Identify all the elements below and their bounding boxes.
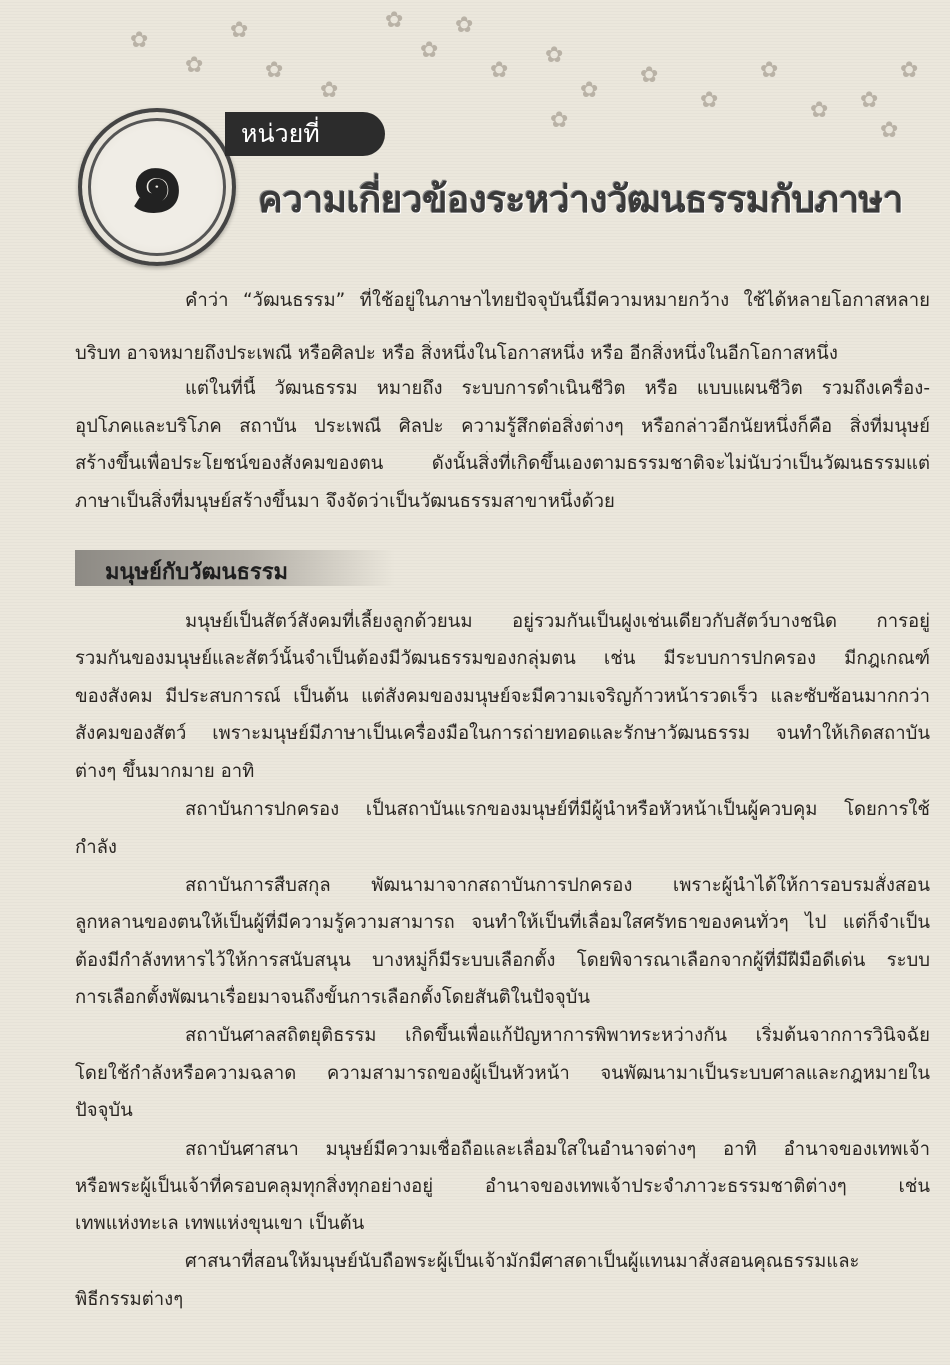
text-line: เทพแห่งทะเล เทพแห่งขุนเขา เป็นต้น — [75, 1213, 365, 1234]
text-line: ปัจจุบัน — [75, 1100, 133, 1121]
text-line: บริบท อาจหมายถึงประเพณี หรือศิลปะ หรือ สิ่งหนึ่งในโอกาสหนึ่ง หรือ อีกสิ่งหนึ่งในอีกโอกาสหนึ่ง — [75, 343, 838, 364]
text-line: แต่ในที่นี้ วัฒนธรรม หมายถึง ระบบการดำเนินชีวิต หรือ แบบแผนชีวิต รวมถึงเครื่อง- — [185, 378, 930, 399]
flower-icon: ✿ — [700, 88, 719, 113]
text-line: ภาษาเป็นสิ่งที่มนุษย์สร้างขึ้นมา จึงจัดว่าเป็นวัฒนธรรมสาขาหนึ่งด้วย — [75, 491, 615, 512]
unit-number: ๑ — [127, 126, 187, 233]
flower-icon: ✿ — [265, 58, 284, 83]
flower-icon: ✿ — [420, 38, 439, 63]
text-line: รวมกันของมนุษย์และสัตว์นั้นจำเป็นต้องมีวัฒนธรรมของกลุ่มตน เช่น มีระบบการปกครอง มีกฎเกณฑ์ — [75, 648, 930, 669]
flower-icon: ✿ — [545, 43, 564, 68]
flower-icon: ✿ — [185, 53, 204, 78]
text-line: พิธีกรรมต่างๆ — [75, 1289, 184, 1310]
flower-icon: ✿ — [490, 58, 509, 83]
unit-number-badge — [78, 108, 236, 266]
flower-icon: ✿ — [385, 8, 404, 33]
flower-icon: ✿ — [760, 58, 779, 83]
text-line: โดยใช้กำลังหรือความฉลาด ความสามารถของผู้เป็นหัวหน้า จนพัฒนามาเป็นระบบศาลและกฎหมายใน — [75, 1063, 930, 1084]
section-heading: มนุษย์กับวัฒนธรรม — [105, 560, 289, 585]
unit-label: หน่วยที่ — [225, 112, 385, 156]
section-heading-banner — [75, 550, 395, 586]
text-line: สถาบันศาสนา มนุษย์มีความเชื่อถือและเลื่อมใสในอำนาจต่างๆ อาทิ อำนาจของเทพเจ้า — [185, 1139, 930, 1160]
text-line: การเลือกตั้งพัฒนาเรื่อยมาจนถึงขั้นการเลือกตั้งโดยสันติในปัจจุบัน — [75, 987, 591, 1008]
flower-icon: ✿ — [640, 63, 659, 88]
flower-icon: ✿ — [550, 108, 569, 133]
flower-icon: ✿ — [130, 28, 149, 53]
text-line: สถาบันการปกครอง เป็นสถาบันแรกของมนุษย์ที่มีผู้นำหรือหัวหน้าเป็นผู้ควบคุม โดยการใช้ — [185, 799, 930, 820]
text-line: มนุษย์เป็นสัตว์สังคมที่เลี้ยงลูกด้วยนม อยู่รวมกันเป็นฝูงเช่นเดียวกับสัตว์บางชนิด การอยู่ — [185, 611, 930, 632]
text-line: ของสังคม มีประสบการณ์ เป็นต้น แต่สังคมของมนุษย์จะมีความเจริญก้าวหน้ารวดเร็ว และซับซ้อนมากกว่า — [75, 686, 930, 707]
text-line: ต้องมีกำลังทหารไว้ให้การสนับสนุน บางหมู่ก็มีระบบเลือกตั้ง โดยพิจารณาเลือกจากผู้ที่มีฝีมือดีเด่น ระบบ — [75, 950, 930, 971]
text-line: ลูกหลานของตนให้เป็นผู้ที่มีความรู้ความสามารถ จนทำให้เป็นที่เลื่อมใสศรัทธาของคนทั่วๆ ไป แต่ก็จำเป็น — [75, 912, 930, 933]
text-line: อุปโภคและบริโภค สถาบัน ประเพณี ศิลปะ ความรู้สึกต่อสิ่งต่างๆ หรือกล่าวอีกนัยหนึ่งก็คือ สิ่งที่มนุษย์ — [75, 416, 930, 437]
chapter-title: ความเกี่ยวข้องระหว่างวัฒนธรรมกับภาษา — [258, 178, 903, 221]
flower-icon: ✿ — [230, 18, 249, 43]
text-line: สังคมของสัตว์ เพราะมนุษย์มีภาษาเป็นเครื่องมือในการถ่ายทอดและรักษาวัฒนธรรม จนทำให้เกิดสถาบัน — [75, 723, 930, 744]
flower-icon: ✿ — [810, 98, 829, 123]
text-line: หรือพระผู้เป็นเจ้าที่ครอบคลุมทุกสิ่งทุกอย่างอยู่ อำนาจของเทพเจ้าประจำภาวะธรรมชาติต่างๆ เช่น — [75, 1176, 930, 1197]
flower-icon: ✿ — [455, 13, 474, 38]
flower-icon: ✿ — [580, 78, 599, 103]
text-line: สร้างขึ้นเพื่อประโยชน์ของสังคมของตน ดังนั้นสิ่งที่เกิดขึ้นเองตามธรรมชาติจะไม่นับว่าเป็นวัฒนธรรมแต่ — [75, 453, 930, 474]
text-line: ศาสนาที่สอนให้มนุษย์นับถือพระผู้เป็นเจ้ามักมีศาสดาเป็นผู้แทนมาสั่งสอนคุณธรรมและ — [185, 1251, 860, 1272]
text-line: สถาบันศาลสถิตยุติธรรม เกิดขึ้นเพื่อแก้ปัญหาการพิพาทระหว่างกัน เริ่มต้นจากการวินิจฉัย — [185, 1025, 930, 1046]
flower-icon: ✿ — [320, 78, 339, 103]
flower-icon: ✿ — [880, 118, 899, 143]
text-line: ต่างๆ ขึ้นมากมาย อาทิ — [75, 761, 255, 782]
text-line: สถาบันการสืบสกุล พัฒนามาจากสถาบันการปกครอง เพราะผู้นำได้ให้การอบรมสั่งสอน — [185, 875, 930, 896]
flower-icon: ✿ — [900, 58, 919, 83]
text-line: คำว่า “วัฒนธรรม” ที่ใช้อยู่ในภาษาไทยปัจจุบันนี้มีความหมายกว้าง ใช้ได้หลายโอกาสหลาย — [185, 290, 930, 311]
flower-icon: ✿ — [860, 88, 879, 113]
text-line: กำลัง — [75, 837, 117, 858]
